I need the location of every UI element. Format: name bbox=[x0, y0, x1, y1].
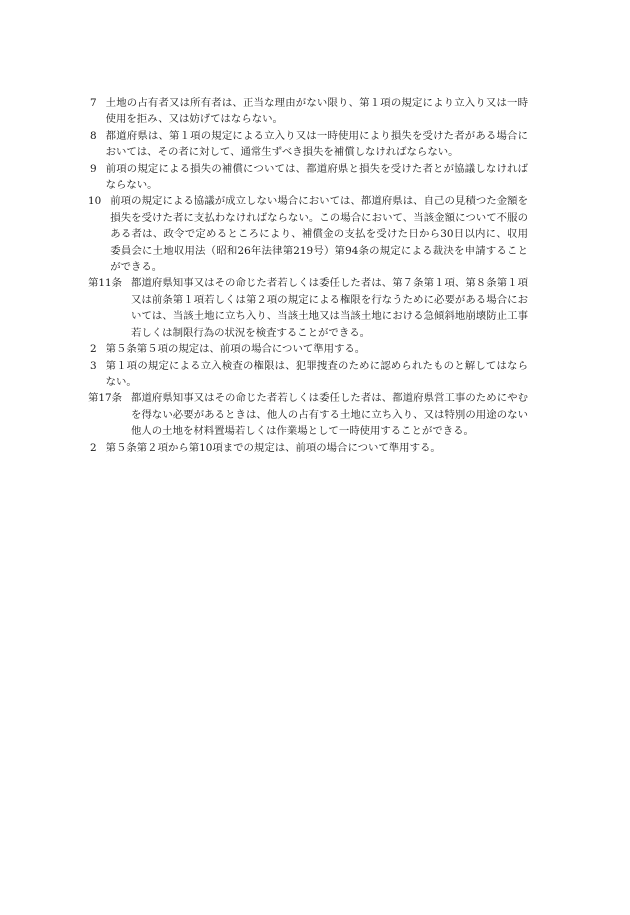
article-number: 第17条 bbox=[88, 392, 123, 405]
paragraph-article-10-item-9 bbox=[88, 161, 528, 194]
paragraph-text: 前項の規定による損失の補償については、都道府県と損失を受けた者とが協議しなければならない。 bbox=[105, 162, 528, 192]
paragraph-number: 9 bbox=[90, 162, 97, 175]
paragraph-article-11-item-3 bbox=[88, 358, 528, 391]
paragraph-text: 都道府県は、第１項の規定による立入り又は一時使用により損失を受けた者がある場合においては、その者に対して、通常生ずべき損失を補償しなければならない。 bbox=[105, 129, 528, 159]
paragraph-article-17-item-2 bbox=[88, 440, 528, 456]
paragraph-text: 都道府県知事又はその命じた者若しくは委任した者は、都道府県営工事のためにやむを得ない必要があるときは、他人の占有する土地に立ち入り、又は特別の用途のない他人の土地を材料置場若しくは作業場として一時使用することができる。 bbox=[131, 392, 528, 438]
paragraph-article-11 bbox=[88, 275, 528, 341]
paragraph-number: 2 bbox=[90, 343, 97, 356]
paragraph-text: 都道府県知事又はその命じた者若しくは委任した者は、第７条第１項、第８条第１項又は前条第１項若しくは第２項の規定による権限を行なうために必要がある場合においては、当該土地に立ち入り、当該土地又は当該土地における急傾斜地崩壊防止工事若しくは制限行為の状況を検査することができる。 bbox=[131, 277, 528, 339]
paragraph-number: 7 bbox=[90, 97, 97, 109]
paragraph-article-11-item-2 bbox=[88, 341, 528, 357]
paragraph-article-10-item-8 bbox=[88, 128, 528, 161]
paragraph-article-10-item-10 bbox=[88, 193, 528, 275]
document-body bbox=[88, 95, 528, 456]
paragraph-number: 3 bbox=[90, 359, 97, 372]
paragraph-number: 8 bbox=[90, 129, 97, 142]
paragraph-number: 10 bbox=[88, 195, 102, 208]
paragraph-text: 前項の規定による協議が成立しない場合においては、都道府県は、自己の見積つた金額を損失を受けた者に支払わなければならない。この場合において、当該金額について不服のある者は、政令で定めるところにより、補償金の支払を受けた日から30日以内に、収用委員会に土地収用法（昭和26年法律第219号）第94条の規定による裁決を申請することができる。 bbox=[110, 195, 528, 274]
paragraph-article-10-item-7 bbox=[88, 95, 528, 128]
paragraph-number: 2 bbox=[90, 441, 97, 454]
article-number: 第11条 bbox=[88, 277, 123, 290]
paragraph-text: 第５条第５項の規定は、前項の場合について準用する。 bbox=[105, 343, 366, 356]
paragraph-text: 第１項の規定による立入検査の権限は、犯罪捜査のために認められたものと解してはならない。 bbox=[105, 359, 528, 388]
paragraph-text: 第５条第２項から第10項までの規定は、前項の場合について準用する。 bbox=[105, 441, 441, 454]
paragraph-article-17 bbox=[88, 390, 528, 439]
paragraph-text: 土地の占有者又は所有者は、正当な理由がない限り、第１項の規定により立入り又は一時使用を拒み、又は妨げてはならない。 bbox=[105, 97, 528, 126]
